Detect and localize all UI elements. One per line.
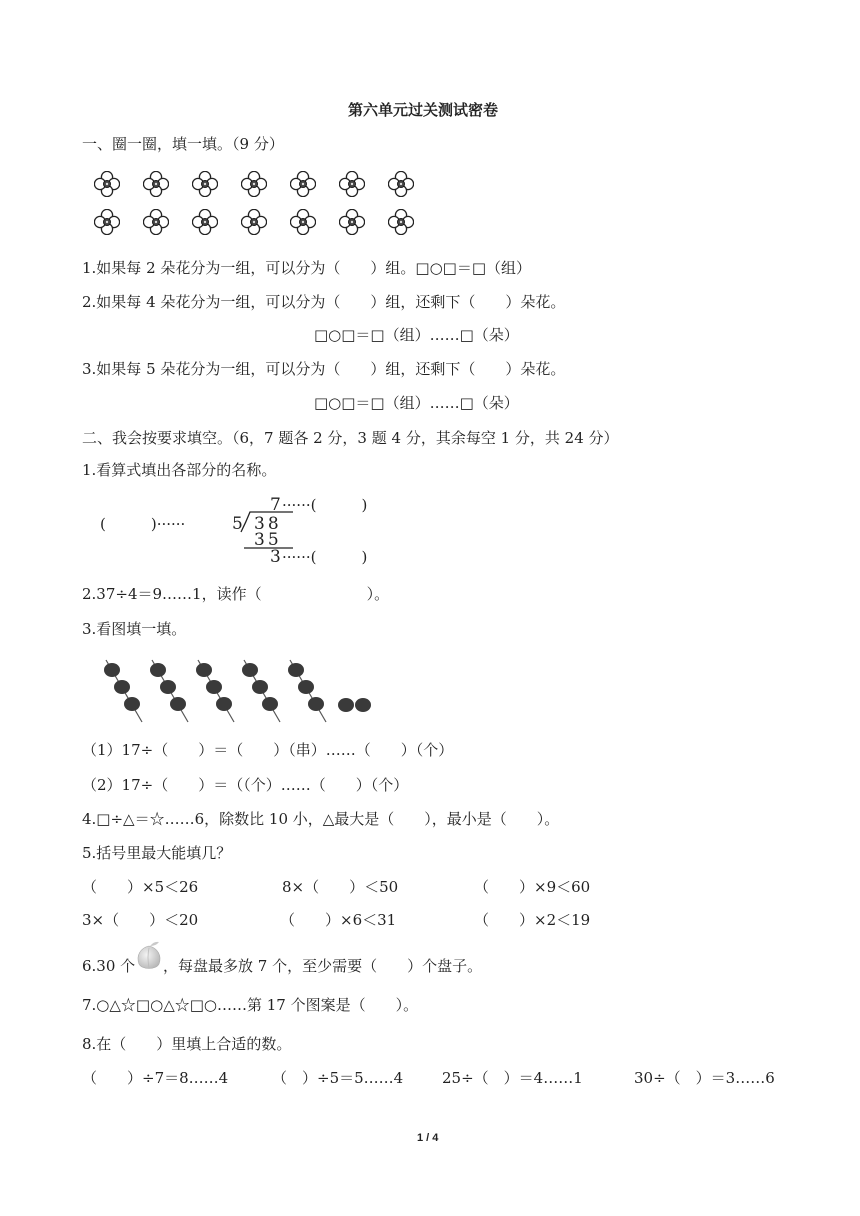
- peach-icon: [134, 940, 164, 972]
- s1-question-1: 1.如果每 2 朵花分为一组，可以分为（ ）组。□○□＝□（组）: [82, 259, 531, 277]
- loose-fruit-icon: [355, 698, 371, 712]
- divisor-name-blank: ( )······: [100, 515, 186, 533]
- flower-icon: [339, 171, 365, 197]
- section-1-heading: 一、圈一圈，填一填。（9 分）: [82, 135, 284, 153]
- s2-question-3-2: （2）17÷（ ）＝（（个）……（ ）（个）: [82, 776, 409, 794]
- page-number: 1 / 4: [417, 1132, 439, 1144]
- flower-icon: [143, 209, 169, 235]
- s2-question-3: 3.看图填一填。: [82, 620, 187, 638]
- s1-question-2: 2.如果每 4 朵花分为一组，可以分为（ ）组，还剩下（ ）朵花。: [82, 293, 566, 311]
- dividend-digits: 38: [254, 514, 282, 534]
- s2-question-5: 5.括号里最大能填几？: [82, 844, 232, 862]
- s2-question-2: 2.37÷4＝9……1，读作（ ）。: [82, 585, 390, 603]
- fruit-skewer-icon: [242, 660, 280, 722]
- fruit-skewer-icon: [150, 660, 188, 722]
- s1-question-3-formula: □○□＝□（组）……□（朵）: [314, 394, 519, 412]
- s2-question-7: 7.○△☆□○△☆□○……第 17 个图案是（ ）。: [82, 996, 419, 1014]
- s2-question-8: 8.在（ ）里填上合适的数。: [82, 1035, 292, 1053]
- flower-icon: [192, 171, 218, 197]
- q5-item: （ ）×2＜19: [474, 911, 591, 929]
- fruit-skewer-icon: [288, 660, 326, 722]
- flower-icon: [388, 209, 414, 235]
- s2-question-3-1: （1）17÷（ ）＝（ ）（串）……（ ）（个）: [82, 741, 454, 759]
- flower-icon: [388, 171, 414, 197]
- q8-item: 30÷（ ）＝3……6: [634, 1069, 775, 1087]
- remainder-digit: 3: [270, 547, 281, 567]
- q5-item: （ ）×9＜60: [474, 878, 591, 896]
- skewer-picture: [100, 656, 390, 726]
- q8-item: （ ）÷5＝5……4: [272, 1069, 404, 1087]
- product-digits: 35: [254, 530, 282, 550]
- fruit-skewer-icon: [104, 660, 142, 722]
- quotient-name-blank: ······( ): [282, 496, 368, 514]
- q5-item: （ ）×6＜31: [280, 911, 397, 929]
- loose-fruit-icon: [338, 698, 354, 712]
- q8-item: （ ）÷7＝8……4: [82, 1069, 229, 1087]
- flower-icon: [290, 209, 316, 235]
- flower-icon: [241, 171, 267, 197]
- s2-question-4: 4.□÷△＝☆……6，除数比 10 小，△最大是（ ），最小是（ ）。: [82, 810, 560, 828]
- quotient-digit: 7: [270, 495, 281, 515]
- flower-icon: [94, 209, 120, 235]
- q5-item: （ ）×5＜26: [82, 878, 199, 896]
- q5-item: 3×（ ）＜20: [82, 911, 199, 929]
- divisor-digit: 5: [232, 514, 243, 534]
- remainder-name-blank: ······( ): [282, 548, 368, 566]
- page-title: 第六单元过关测试密卷: [348, 101, 499, 119]
- flower-icon: [290, 171, 316, 197]
- section-2-heading: 二、我会按要求填空。（6，7 题各 2 分，3 题 4 分，其余每空 1 分，共 24 分）: [82, 429, 619, 447]
- flower-icon: [241, 209, 267, 235]
- fruit-skewer-icon: [196, 660, 234, 722]
- flower-icon: [94, 171, 120, 197]
- flower-icon: [339, 209, 365, 235]
- s2-question-6-suffix: ，每盘最多放 7 个，至少需要（ ）个盘子。: [163, 957, 483, 975]
- flower-icon: [192, 209, 218, 235]
- flower-icon: [143, 171, 169, 197]
- s2-question-1: 1.看算式填出各部分的名称。: [82, 461, 277, 479]
- s2-question-6-prefix: 6.30 个: [82, 957, 136, 975]
- s1-question-2-formula: □○□＝□（组）……□（朵）: [314, 326, 519, 344]
- q5-item: 8×（ ）＜50: [282, 878, 399, 896]
- q8-item: 25÷（ ）＝4……1: [442, 1069, 583, 1087]
- s1-question-3: 3.如果每 5 朵花分为一组，可以分为（ ）组，还剩下（ ）朵花。: [82, 360, 566, 378]
